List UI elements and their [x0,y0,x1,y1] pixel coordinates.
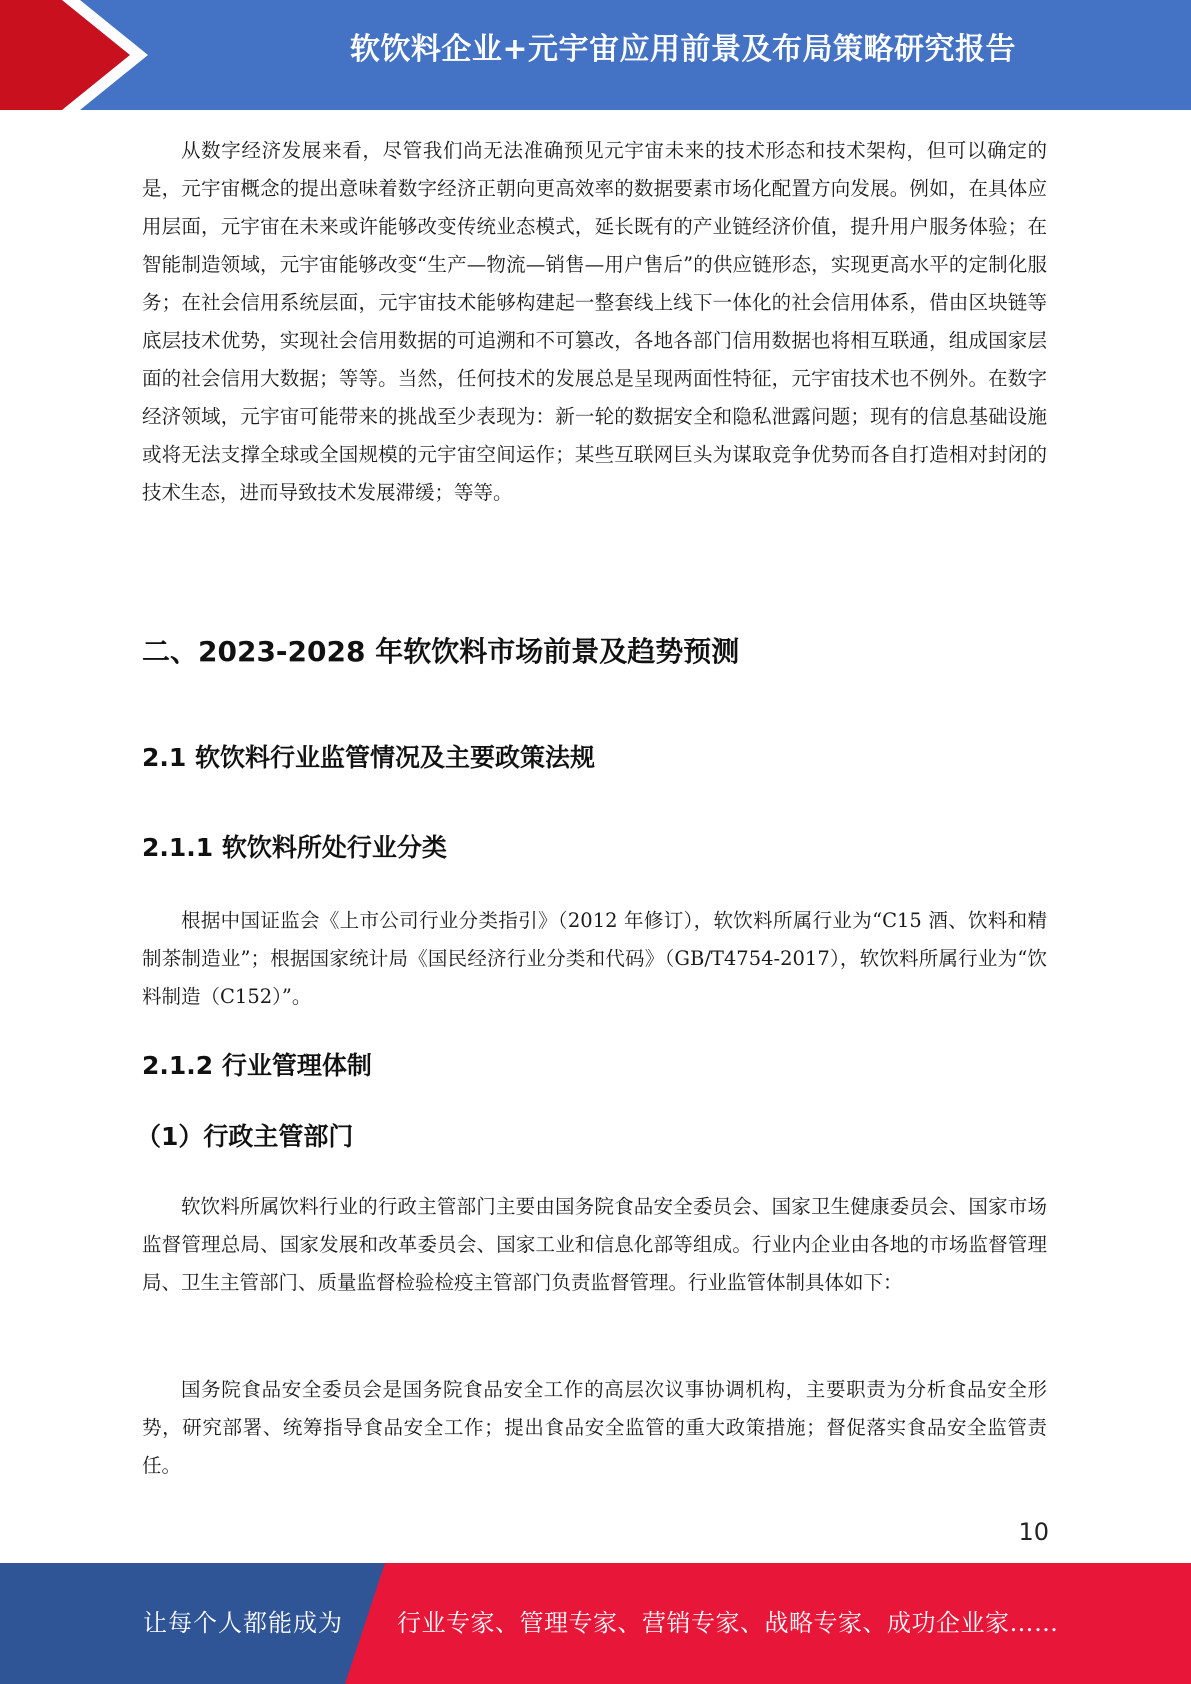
section-heading-2-1-2: 2.1.2 行业管理体制 [142,1051,372,1080]
section-heading-2-1-1: 2.1.1 软饮料所处行业分类 [142,833,447,862]
intro-section [142,132,1047,512]
footer-slogan-right: 行业专家、管理专家、营销专家、战略专家、成功企业家…… [397,1609,1059,1637]
administrative-authority-paragraph: 软饮料所属饮料行业的行政主管部门主要由国务院食品安全委员会、国家卫生健康委员会、国家市场监督管理总局、国家发展和改革委员会、国家工业和信息化部等组成。行业内企业由各地的市场监督管理局、卫生主管部门、质量监督检验检疫主管部门负责监督管理。行业监管体制具体如下： [142,1195,1047,1294]
administrative-authority-section [142,1188,1047,1302]
section-heading-2: 二、2023-2028 年软饮料市场前景及趋势预测 [142,635,740,668]
section-heading-2-1: 2.1 软饮料行业监管情况及主要政策法规 [142,743,595,772]
industry-classification-paragraph: 根据中国证监会《上市公司行业分类指引》（2012 年修订），软饮料所属行业为“C15 酒、饮料和精制茶制造业”；根据国家统计局《国民经济行业分类和代码》（GB/T4754-2017），软饮料所属行业为“饮料制造（C152）”。 [142,909,1047,1008]
intro-paragraph: 从数字经济发展来看，尽管我们尚无法准确预见元宇宙未来的技术形态和技术架构，但可以确定的是，元宇宙概念的提出意味着数字经济正朝向更高效率的数据要素市场化配置方向发展。例如，在具体应用层面，元宇宙在未来或许能够改变传统业态模式，延长既有的产业链经济价值，提升用户服务体验；在智能制造领域，元宇宙能够改变“生产—物流—销售—用户售后”的供应链形态，实现更高水平的定制化服务；在社会信用系统层面，元宇宙技术能够构建起一整套线上线下一体化的社会信用体系，借由区块链等底层技术优势，实现社会信用数据的可追溯和不可篡改，各地各部门信用数据也将相互联通，组成国家层面的社会信用大数据；等等。当然，任何技术的发展总是呈现两面性特征，元宇宙技术也不例外。在数字经济领域，元宇宙可能带来的挑战至少表现为：新一轮的数据安全和隐私泄露问题；现有的信息基础设施或将无法支撑全球或全国规模的元宇宙空间运作；某些互联网巨头为谋取竞争优势而各自打造相对封闭的技术生态，进而导致技术发展滞缓；等等。 [142,139,1047,504]
page-header [0,0,1191,110]
industry-classification-section [142,902,1047,1016]
page-footer [0,1563,1191,1684]
header-chevron-decoration [0,0,170,110]
food-safety-committee-paragraph: 国务院食品安全委员会是国务院食品安全工作的高层次议事协调机构，主要职责为分析食品安全形势，研究部署、统筹指导食品安全工作；提出食品安全监管的重大政策措施；督促落实食品安全监管责任。 [142,1378,1047,1477]
subsection-heading-administrative-authority: （1）行政主管部门 [136,1122,354,1151]
report-title: 软饮料企业+元宇宙应用前景及布局策略研究报告 [349,32,1017,67]
page-number: 10 [1018,1518,1049,1546]
food-safety-committee-section [142,1371,1047,1485]
footer-slogan-left: 让每个人都能成为 [143,1609,343,1637]
